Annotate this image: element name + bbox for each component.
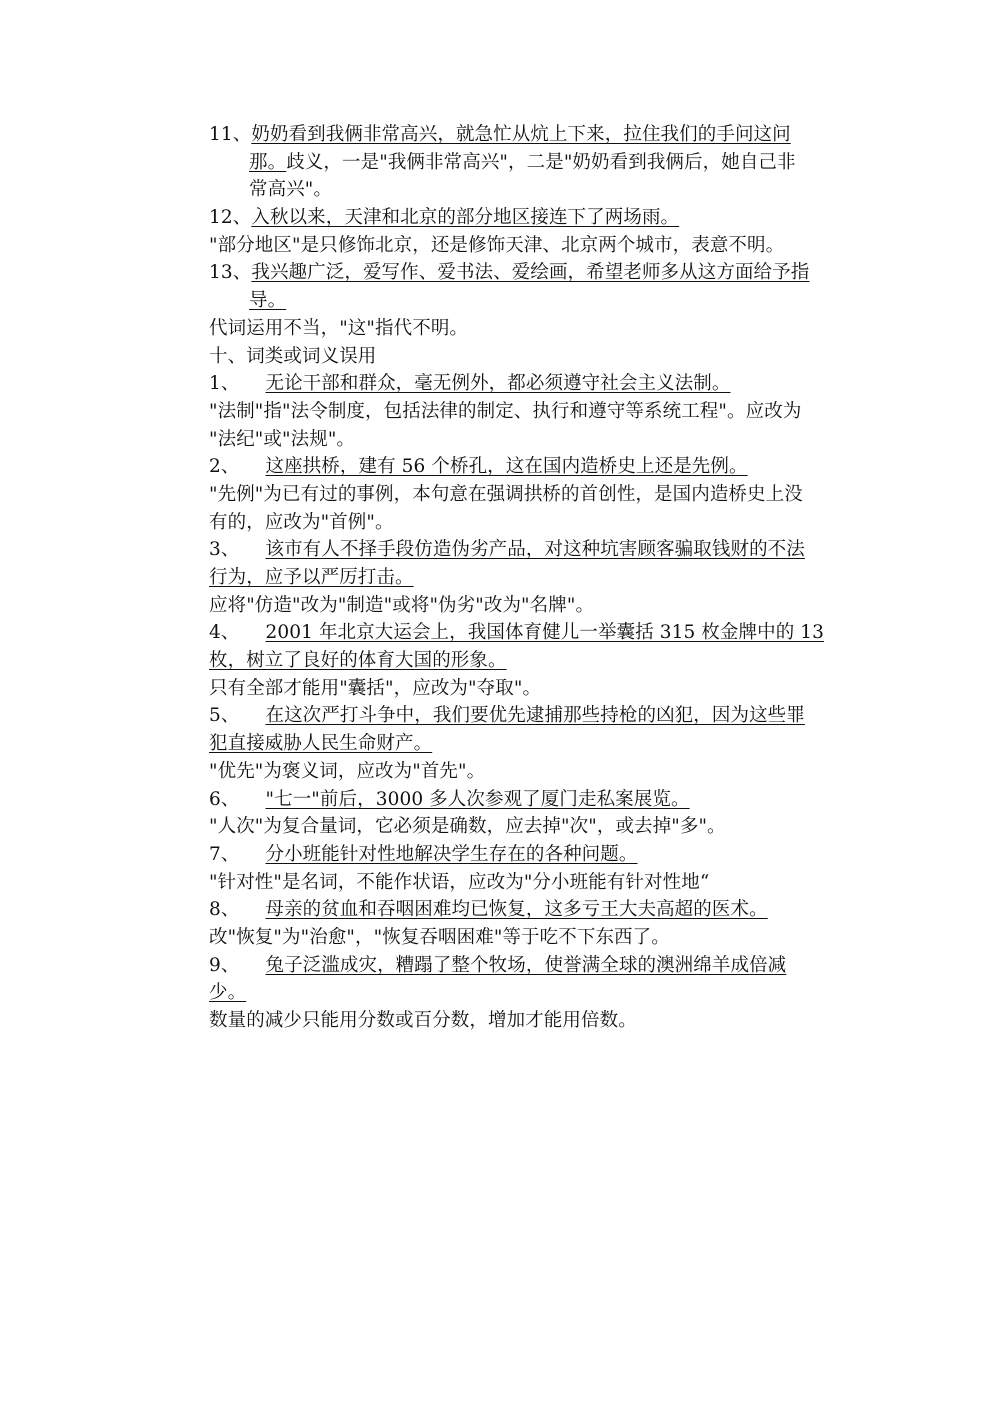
item-2-line-1: [209, 453, 859, 481]
item-6-explanation: [209, 813, 859, 841]
explanation: "优先"为褒义词，应改为"首先"。: [209, 760, 486, 782]
explanation: "部分地区"是只修饰北京，还是修饰天津、北京两个城市，表意不明。: [209, 234, 785, 256]
explanation: 只有全部才能用"囊括"，应改为"夺取"。: [209, 677, 542, 699]
item-9-explanation: [209, 1007, 859, 1035]
item-8-line-1: [209, 896, 859, 924]
item-3-line-1: [209, 536, 859, 564]
item-5-explanation: [209, 758, 859, 786]
item-number: 3、: [209, 539, 240, 561]
item-11-line-1: [209, 121, 859, 149]
explanation: 有的，应改为"首例"。: [209, 511, 394, 533]
item-number: 2、: [209, 456, 240, 478]
item-4-line-1: [209, 619, 859, 647]
example-sentence: 导。: [249, 290, 287, 312]
item-number: 4、: [209, 622, 240, 644]
item-number: 8、: [209, 899, 240, 921]
item-2-explanation-2: [209, 509, 859, 537]
item-4-line-2: [209, 647, 859, 675]
item-number: 12、: [209, 207, 252, 229]
explanation: 应将"仿造"改为"制造"或将"伪劣"改为"名牌"。: [209, 594, 595, 616]
item-12-line-1: [209, 204, 859, 232]
explanation: 改"恢复"为"治愈"，"恢复吞咽困难"等于吃不下东西了。: [209, 926, 670, 948]
example-sentence: 犯直接威胁人民生命财产。: [209, 733, 433, 755]
item-5-line-2: [209, 730, 859, 758]
explanation: "人次"为复合量词，它必须是确数，应去掉"次"，或去掉"多"。: [209, 816, 726, 838]
item-5-line-1: [209, 702, 859, 730]
item-6-line-1: [209, 786, 859, 814]
item-9-line-1: [209, 952, 859, 980]
item-13-line-2: [209, 287, 859, 315]
explanation: 常高兴"。: [249, 179, 333, 201]
item-11-line-3: [209, 176, 859, 204]
item-1-explanation-2: [209, 426, 859, 454]
item-4-explanation: [209, 675, 859, 703]
item-7-line-1: [209, 841, 859, 869]
item-3-explanation: [209, 592, 859, 620]
document-body: [209, 121, 859, 1035]
item-number: 11、: [209, 124, 252, 145]
item-8-explanation: [209, 924, 859, 952]
explanation: "法制"指"法令制度，包括法律的制定、执行和遵守等系统工程"。应改为: [209, 400, 802, 422]
item-2-explanation-1: [209, 481, 859, 509]
explanation: 数量的减少只能用分数或百分数，增加才能用倍数。: [209, 1010, 637, 1031]
item-13-explanation: [209, 315, 859, 343]
item-11-line-2: [209, 149, 859, 177]
example-sentence: 在这次严打斗争中，我们要优先逮捕那些持枪的凶犯，因为这些罪: [265, 705, 805, 727]
item-number: 13、: [209, 262, 252, 284]
example-sentence: 母亲的贫血和吞咽困难均已恢复，这多亏王大夫高超的医术。: [265, 899, 768, 921]
section-heading: 十、词类或词义误用: [209, 345, 377, 367]
example-sentence: 兔子泛滥成灾，糟蹋了整个牧场，使誉满全球的澳洲绵羊成倍减: [265, 954, 787, 976]
item-1-line-1: [209, 370, 859, 398]
item-number: 7、: [209, 843, 240, 865]
example-sentence: 枚，树立了良好的体育大国的形象。: [209, 650, 507, 672]
explanation: "先例"为已有过的事例，本句意在强调拱桥的首创性，是国内造桥史上没: [209, 483, 803, 505]
example-sentence: 那。: [249, 151, 287, 173]
item-1-explanation-1: [209, 398, 859, 426]
example-sentence: 少。: [209, 982, 247, 1004]
example-sentence: 入秋以来，天津和北京的部分地区接连下了两场雨。: [251, 207, 680, 229]
item-number: 1、: [209, 373, 240, 395]
example-sentence: 该市有人不择手段仿造伪劣产品，对这种坑害顾客骗取钱财的不法: [265, 539, 805, 561]
item-number: 9、: [209, 954, 240, 976]
explanation: "针对性"是名词，不能作状语，应改为"分小班能有针对性地“: [209, 871, 710, 893]
item-12-explanation: [209, 232, 859, 260]
explanation: "法纪"或"法规"。: [209, 428, 356, 450]
item-13-line-1: [209, 259, 859, 287]
example-sentence: 分小班能针对性地解决学生存在的各种问题。: [265, 843, 638, 865]
example-sentence: "七一"前后，3000 多人次参观了厦门走私案展览。: [265, 788, 690, 810]
example-sentence: 行为，应予以严厉打击。: [209, 567, 414, 588]
item-9-line-2: [209, 979, 859, 1007]
example-sentence: 2001 年北京大运会上，我国体育健儿一举囊括 315 枚金牌中的 13: [265, 622, 825, 644]
example-sentence: 这座拱桥，建有 56 个桥孔，这在国内造桥史上还是先例。: [265, 456, 748, 478]
item-number: 6、: [209, 788, 240, 810]
item-7-explanation: [209, 869, 859, 897]
example-sentence: 无论干部和群众，毫无例外，都必须遵守社会主义法制。: [265, 373, 731, 395]
explanation: 歧义，一是"我俩非常高兴"，二是"奶奶看到我俩后，她自己非: [286, 151, 796, 173]
example-sentence: 奶奶看到我俩非常高兴，就急忙从炕上下来，拉住我们的手问这问: [251, 124, 791, 145]
example-sentence: 我兴趣广泛，爱写作、爱书法、爱绘画，希望老师多从这方面给予指: [251, 262, 810, 284]
explanation: 代词运用不当，"这"指代不明。: [209, 317, 469, 339]
item-number: 5、: [209, 705, 240, 727]
item-3-line-2: [209, 564, 859, 592]
